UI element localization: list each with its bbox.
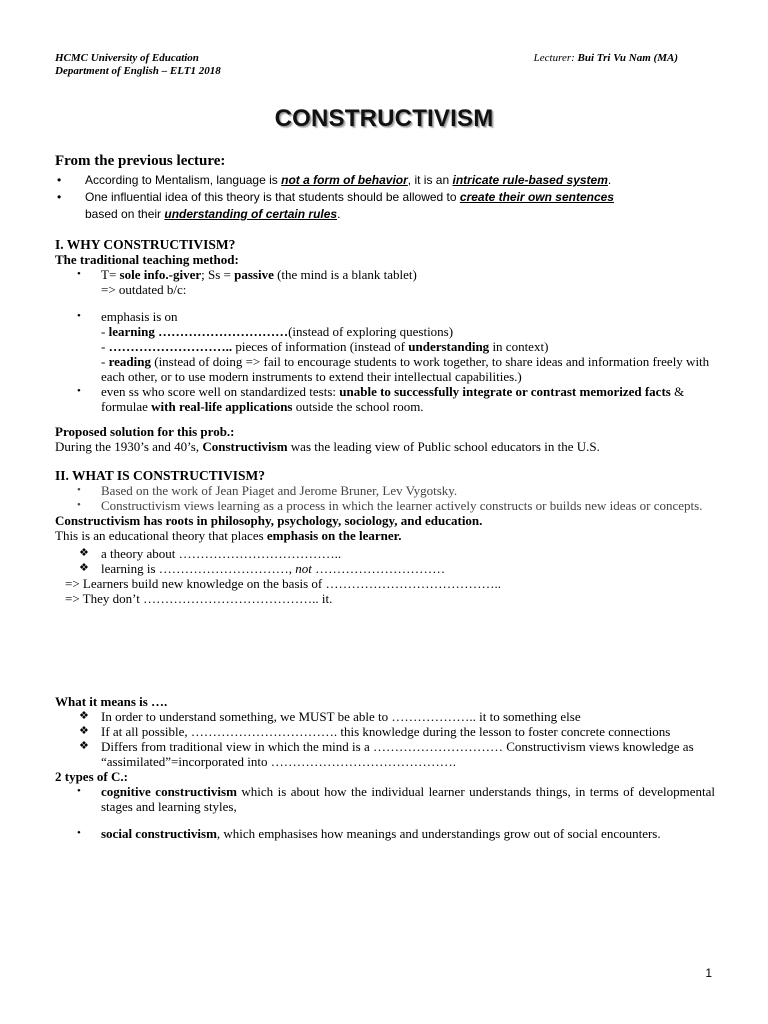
- bold-text: passive: [234, 267, 274, 282]
- text-span: Constructivism views learning as a process in which the learner actively constructs or builds new ideas or concepts.: [101, 498, 703, 513]
- text-span: learning is …………………………,: [101, 561, 296, 576]
- list-item: [55, 267, 715, 297]
- text-span: & formulae: [101, 384, 685, 414]
- list-item: [55, 172, 715, 189]
- list-item: [55, 709, 715, 724]
- emphasis-text: not a form of behavior: [281, 173, 408, 187]
- text-span: Based on the work of Jean Piaget and Jerome Bruner, Lev Vygotsky.: [101, 483, 458, 498]
- text-span: One influential idea of this theory is that students should be allowed to: [85, 190, 460, 204]
- text-span: -: [101, 339, 109, 354]
- bold-text: ………………………..: [108, 339, 233, 354]
- bold-text: unable to successfully integrate or contrast memorized facts: [339, 384, 671, 399]
- text-span: outside the school room.: [292, 399, 424, 414]
- list-item: [55, 784, 715, 814]
- list-item: [55, 498, 715, 513]
- bold-text: with real-life applications: [151, 399, 293, 414]
- text-span: During the 1930’s and 40’s,: [55, 439, 203, 454]
- text-span: -: [101, 324, 109, 339]
- text-span: pieces of information (instead of: [232, 339, 409, 354]
- text-span: => outdated b/c:: [101, 282, 187, 297]
- arrow-line: => Learners build new knowledge on the basis of …………………………………..: [65, 576, 502, 591]
- bullet-icon: •: [77, 484, 81, 496]
- bold-text: learning …………………………: [108, 324, 289, 339]
- bullet-icon: •: [77, 385, 81, 397]
- list-item: [55, 483, 715, 498]
- text-span: emphasis is on: [101, 309, 178, 324]
- section-heading-what: II. WHAT IS CONSTRUCTIVISM?: [55, 468, 266, 483]
- emphasis-text: intricate rule-based system: [452, 173, 608, 187]
- text-span: based on their: [85, 207, 165, 221]
- spacer: [55, 606, 715, 694]
- diamond-bullet-icon: ❖: [79, 725, 89, 737]
- previous-lecture-heading: From the previous lecture:: [55, 153, 226, 169]
- text-span: , it is an: [407, 173, 453, 187]
- diamond-bullet-icon: ❖: [79, 547, 89, 559]
- spacer: [55, 297, 715, 309]
- roots-statement: Constructivism has roots in philosophy, psychology, sociology, and education.: [55, 513, 483, 528]
- text-span: ; Ss =: [201, 267, 235, 282]
- text-span: Differs from traditional view in which the mind is a ………………………… Constructivism views knowledge as “assimilated”=incorporated into …………………………………….: [101, 739, 694, 769]
- text-span: (instead of doing => fail to encourage students to work together, to share ideas and information freely with each other, or to use modern instruments to extend their intellectual capabilities.): [101, 354, 710, 384]
- text-span: (the mind is a blank tablet): [273, 267, 417, 282]
- text-span: This is an educational theory that places: [55, 528, 267, 543]
- bold-text: social constructivism: [101, 826, 217, 841]
- paragraph: [55, 354, 715, 384]
- text-span: a theory about ………………………………..: [101, 546, 342, 561]
- list-item: [55, 384, 715, 414]
- emphasis-text: create their own sentences: [459, 190, 614, 204]
- bold-text: sole info.-giver: [119, 267, 202, 282]
- traditional-method-heading: The traditional teaching method:: [55, 252, 239, 267]
- section-heading-why: I. WHY CONSTRUCTIVISM?: [55, 237, 236, 252]
- page-number: 1: [705, 966, 712, 980]
- text-span: In order to understand something, we MUST be able to ……………….. it to something else: [101, 709, 581, 724]
- text-span: …………………………: [311, 561, 446, 576]
- bold-text: emphasis on the learner.: [266, 528, 402, 543]
- emphasis-text: understanding of certain rules: [164, 207, 338, 221]
- bold-text: Constructivism: [202, 439, 288, 454]
- department-name: Department of English – ELT1 2018: [55, 65, 221, 77]
- text-span: .: [607, 173, 612, 187]
- list-item: [55, 561, 715, 576]
- lecturer-label: Lecturer:: [533, 52, 575, 64]
- text-span: (instead of exploring questions): [288, 324, 454, 339]
- bullet-icon: •: [77, 499, 81, 511]
- list-item: [55, 189, 715, 223]
- page-header: [55, 52, 678, 78]
- bullet-icon: •: [57, 190, 62, 204]
- list-item: [55, 739, 715, 769]
- text-span: -: [101, 354, 109, 369]
- italic-text: not: [295, 561, 312, 576]
- text-span: , which emphasises how meanings and understandings grow out of social encounters.: [216, 826, 661, 841]
- document-body: [55, 152, 715, 841]
- arrow-line: => They don’t ………………………………….. it.: [65, 591, 333, 606]
- paragraph: [55, 439, 715, 454]
- bullet-icon: •: [77, 827, 81, 839]
- text-span: was the leading view of Public school educators in the U.S.: [287, 439, 600, 454]
- text-span: .: [337, 207, 341, 221]
- list-item: [55, 826, 715, 841]
- lecturer-info: [534, 52, 678, 65]
- text-span: which is about how the individual learner understands things, in terms of developmental stages and learning styles,: [101, 784, 716, 814]
- lecturer-name: Bui Tri Vu Nam (MA): [577, 52, 678, 64]
- text-span: According to Mentalism, language is: [85, 173, 282, 187]
- proposed-solution-heading: Proposed solution for this prob.:: [55, 424, 235, 439]
- university-name: HCMC University of Education: [55, 52, 199, 64]
- what-it-means-heading: What it means is ….: [55, 694, 168, 709]
- list-item: [55, 724, 715, 739]
- spacer: [55, 814, 715, 826]
- bold-text: understanding: [408, 339, 490, 354]
- diamond-bullet-icon: ❖: [79, 710, 89, 722]
- bold-text: cognitive constructivism: [101, 784, 237, 799]
- document-title: CONSTRUCTIVISM: [274, 105, 494, 132]
- bullet-icon: •: [77, 310, 81, 322]
- bullet-icon: •: [77, 785, 81, 797]
- text-span: If at all possible, ……………………………. this knowledge during the lesson to foster concrete connections: [101, 724, 671, 739]
- text-span: even ss who score well on standardized tests:: [101, 384, 340, 399]
- paragraph: [55, 528, 715, 543]
- bullet-icon: •: [77, 268, 81, 280]
- list-item: [55, 309, 715, 354]
- bold-text: reading: [108, 354, 151, 369]
- diamond-bullet-icon: ❖: [79, 562, 89, 574]
- bullet-icon: •: [57, 173, 62, 187]
- types-heading: 2 types of C.:: [55, 769, 128, 784]
- list-item: [55, 546, 715, 561]
- diamond-bullet-icon: ❖: [79, 740, 89, 752]
- text-span: in context): [489, 339, 549, 354]
- text-span: T=: [101, 267, 120, 282]
